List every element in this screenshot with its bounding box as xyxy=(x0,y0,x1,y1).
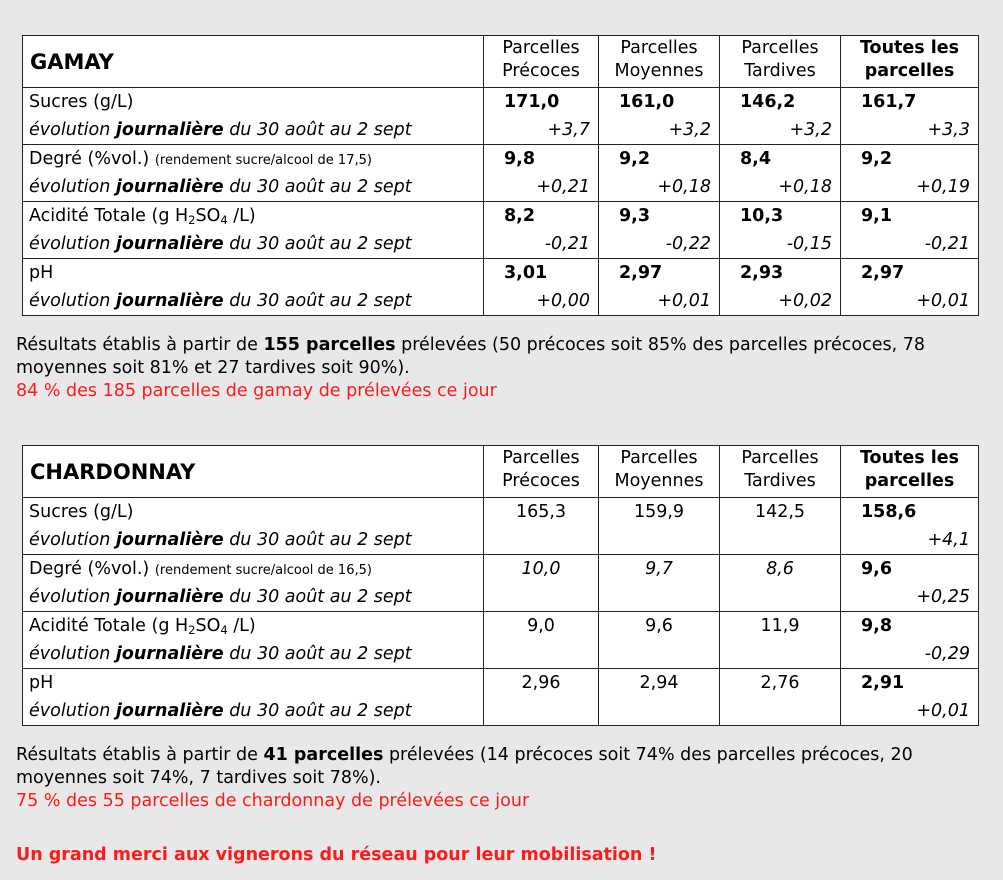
evolution-label: évolution journalière du 30 août au 2 sept xyxy=(29,587,412,607)
header-row xyxy=(23,36,979,88)
value: 9,8 xyxy=(861,616,893,636)
value-cell xyxy=(599,202,720,259)
delta: -0,22 xyxy=(665,234,711,254)
row-label-cell xyxy=(23,202,484,259)
value: 2,93 xyxy=(740,263,784,283)
delta: +3,7 xyxy=(547,120,590,140)
variety-cell xyxy=(23,446,484,498)
value: 146,2 xyxy=(740,92,796,112)
value: 161,7 xyxy=(861,92,917,112)
value-cell xyxy=(484,612,599,669)
value: 158,6 xyxy=(861,502,917,522)
delta xyxy=(720,583,840,611)
results-note: Résultats établis à partir de 41 parcelles prélevées (14 précoces soit 74% des parcelles précoces, 20 moyennes soit 74%, 7 tardives soit 78%). xyxy=(16,745,913,788)
variety-cell xyxy=(23,36,484,88)
value: 2,96 xyxy=(521,673,561,693)
row-ph xyxy=(23,259,979,316)
value-cell xyxy=(484,555,599,612)
delta: +0,21 xyxy=(536,177,590,197)
value: 2,97 xyxy=(861,263,905,283)
delta xyxy=(720,640,840,668)
value: 8,4 xyxy=(740,149,772,169)
row-label: Acidité Totale (g $H_2SO_4$ /L) xyxy=(29,616,256,637)
evolution-label: évolution journalière du 30 août au 2 sept xyxy=(29,177,412,197)
col-header-line: Parcelles xyxy=(502,38,580,58)
value: 9,2 xyxy=(861,149,893,169)
delta xyxy=(484,640,598,668)
value-cell xyxy=(841,202,979,259)
row-label: Degré (%vol.) (rendement sucre/alcool de 16,5) xyxy=(29,559,372,579)
evolution-label: évolution journalière du 30 août au 2 sept xyxy=(29,120,412,140)
value: 9,1 xyxy=(861,206,893,226)
value-cell xyxy=(484,259,599,316)
row-label-cell xyxy=(23,612,484,669)
value-cell xyxy=(720,612,841,669)
value: 9,3 xyxy=(619,206,651,226)
value-cell xyxy=(484,145,599,202)
value: 2,91 xyxy=(861,673,905,693)
value: 9,6 xyxy=(861,559,893,579)
value-cell xyxy=(720,555,841,612)
row-label-cell xyxy=(23,88,484,145)
delta: +0,19 xyxy=(916,177,970,197)
value: 171,0 xyxy=(504,92,560,112)
row-label: Acidité Totale (g $H_2SO_4$ /L) xyxy=(29,206,256,227)
col-header-line: Précoces xyxy=(502,471,580,491)
col-header-precoces xyxy=(484,446,599,498)
delta: +3,2 xyxy=(789,120,832,140)
value-cell xyxy=(841,669,979,726)
evolution-label: évolution journalière du 30 août au 2 sept xyxy=(29,234,412,254)
delta: -0,15 xyxy=(786,234,832,254)
row-label: pH xyxy=(29,673,54,693)
value-cell xyxy=(599,145,720,202)
delta xyxy=(484,526,598,554)
delta xyxy=(484,583,598,611)
col-header-moyennes xyxy=(599,446,720,498)
value-cell xyxy=(599,612,720,669)
value-cell xyxy=(720,669,841,726)
row-label: Sucres (g/L) xyxy=(29,92,134,112)
value: 2,76 xyxy=(760,673,800,693)
col-header-precoces xyxy=(484,36,599,88)
delta xyxy=(720,526,840,554)
thanks-message: Un grand merci aux vignerons du réseau pour leur mobilisation ! xyxy=(16,845,657,865)
col-header-line: Parcelles xyxy=(741,448,819,468)
value: 9,8 xyxy=(504,149,536,169)
delta: +0,01 xyxy=(657,291,711,311)
value: 2,94 xyxy=(639,673,679,693)
row-label-cell xyxy=(23,498,484,555)
col-header-line: Toutes les xyxy=(859,38,960,58)
value-cell xyxy=(720,88,841,145)
delta: +0,18 xyxy=(778,177,832,197)
col-header-line: Tardives xyxy=(744,61,816,81)
value-cell xyxy=(720,259,841,316)
col-header-line: Précoces xyxy=(502,61,580,81)
value-cell xyxy=(841,259,979,316)
delta: -0,21 xyxy=(924,234,970,254)
value-cell xyxy=(720,498,841,555)
value-cell xyxy=(720,202,841,259)
value-cell xyxy=(599,259,720,316)
value: 9,7 xyxy=(645,559,673,579)
delta: -0,21 xyxy=(544,234,590,254)
value-cell xyxy=(841,145,979,202)
coverage-note: 84 % des 185 parcelles de gamay de prélevées ce jour xyxy=(16,381,497,401)
coverage-note: 75 % des 55 parcelles de chardonnay de prélevées ce jour xyxy=(16,791,530,811)
row-ph xyxy=(23,669,979,726)
row-label: pH xyxy=(29,263,54,283)
row-sucres xyxy=(23,88,979,145)
results-note: Résultats établis à partir de 155 parcelles prélevées (50 précoces soit 85% des parcelles précoces, 78 moyennes soit 81% et 27 tardives soit 90%). xyxy=(16,335,925,378)
delta: +0,01 xyxy=(916,701,970,721)
value-cell xyxy=(841,498,979,555)
delta: +3,3 xyxy=(927,120,970,140)
delta xyxy=(720,697,840,725)
gamay-table xyxy=(22,35,979,316)
col-header-line: Parcelles xyxy=(620,448,698,468)
delta: +4,1 xyxy=(927,530,970,550)
value: 2,97 xyxy=(619,263,663,283)
delta: +0,00 xyxy=(536,291,590,311)
delta: -0,29 xyxy=(924,644,970,664)
col-header-line: Tardives xyxy=(744,471,816,491)
evolution-label: évolution journalière du 30 août au 2 sept xyxy=(29,291,412,311)
variety-title: CHARDONNAY xyxy=(30,459,196,484)
header-row xyxy=(23,446,979,498)
row-label-cell xyxy=(23,259,484,316)
delta: +3,2 xyxy=(668,120,711,140)
variety-title: GAMAY xyxy=(30,49,114,74)
delta xyxy=(599,697,719,725)
row-sucres xyxy=(23,498,979,555)
col-header-line: Parcelles xyxy=(620,38,698,58)
delta: +0,02 xyxy=(778,291,832,311)
value: 10,0 xyxy=(521,559,561,579)
row-acidite xyxy=(23,202,979,259)
delta xyxy=(599,526,719,554)
value-cell xyxy=(484,202,599,259)
delta xyxy=(599,640,719,668)
value: 3,01 xyxy=(504,263,548,283)
col-header-moyennes xyxy=(599,36,720,88)
value-cell xyxy=(599,88,720,145)
value-cell xyxy=(599,498,720,555)
value: 11,9 xyxy=(760,616,800,636)
value-cell xyxy=(841,612,979,669)
row-label-cell xyxy=(23,145,484,202)
delta xyxy=(484,697,598,725)
col-header-line: parcelles xyxy=(864,61,955,81)
value: 9,2 xyxy=(619,149,651,169)
row-label-cell xyxy=(23,555,484,612)
row-label: Degré (%vol.) (rendement sucre/alcool de 17,5) xyxy=(29,149,372,169)
col-header-line: parcelles xyxy=(864,471,955,491)
value-cell xyxy=(484,669,599,726)
value-cell xyxy=(720,145,841,202)
delta: +0,25 xyxy=(916,587,970,607)
row-acidite xyxy=(23,612,979,669)
chardonnay-table xyxy=(22,445,979,726)
col-header-line: Toutes les xyxy=(859,448,960,468)
value-cell xyxy=(484,88,599,145)
col-header-line: Parcelles xyxy=(502,448,580,468)
row-degre xyxy=(23,145,979,202)
col-header-line: Moyennes xyxy=(614,61,704,81)
evolution-label: évolution journalière du 30 août au 2 sept xyxy=(29,701,412,721)
col-header-tardives xyxy=(720,36,841,88)
value: 8,2 xyxy=(504,206,536,226)
value-cell xyxy=(484,498,599,555)
col-header-line: Parcelles xyxy=(741,38,819,58)
value: 159,9 xyxy=(633,502,685,522)
value-cell xyxy=(841,88,979,145)
col-header-toutes xyxy=(841,36,979,88)
value: 165,3 xyxy=(515,502,567,522)
value: 10,3 xyxy=(740,206,784,226)
evolution-label: évolution journalière du 30 août au 2 sept xyxy=(29,530,412,550)
value: 161,0 xyxy=(619,92,675,112)
delta: +0,01 xyxy=(916,291,970,311)
value: 9,0 xyxy=(527,616,555,636)
value-cell xyxy=(599,669,720,726)
value: 9,6 xyxy=(645,616,673,636)
value: 8,6 xyxy=(766,559,794,579)
delta xyxy=(599,583,719,611)
evolution-label: évolution journalière du 30 août au 2 sept xyxy=(29,644,412,664)
row-label: Sucres (g/L) xyxy=(29,502,134,522)
value: 142,5 xyxy=(754,502,806,522)
row-degre xyxy=(23,555,979,612)
delta: +0,18 xyxy=(657,177,711,197)
col-header-line: Moyennes xyxy=(614,471,704,491)
value-cell xyxy=(599,555,720,612)
col-header-tardives xyxy=(720,446,841,498)
col-header-toutes xyxy=(841,446,979,498)
value-cell xyxy=(841,555,979,612)
row-label-cell xyxy=(23,669,484,726)
